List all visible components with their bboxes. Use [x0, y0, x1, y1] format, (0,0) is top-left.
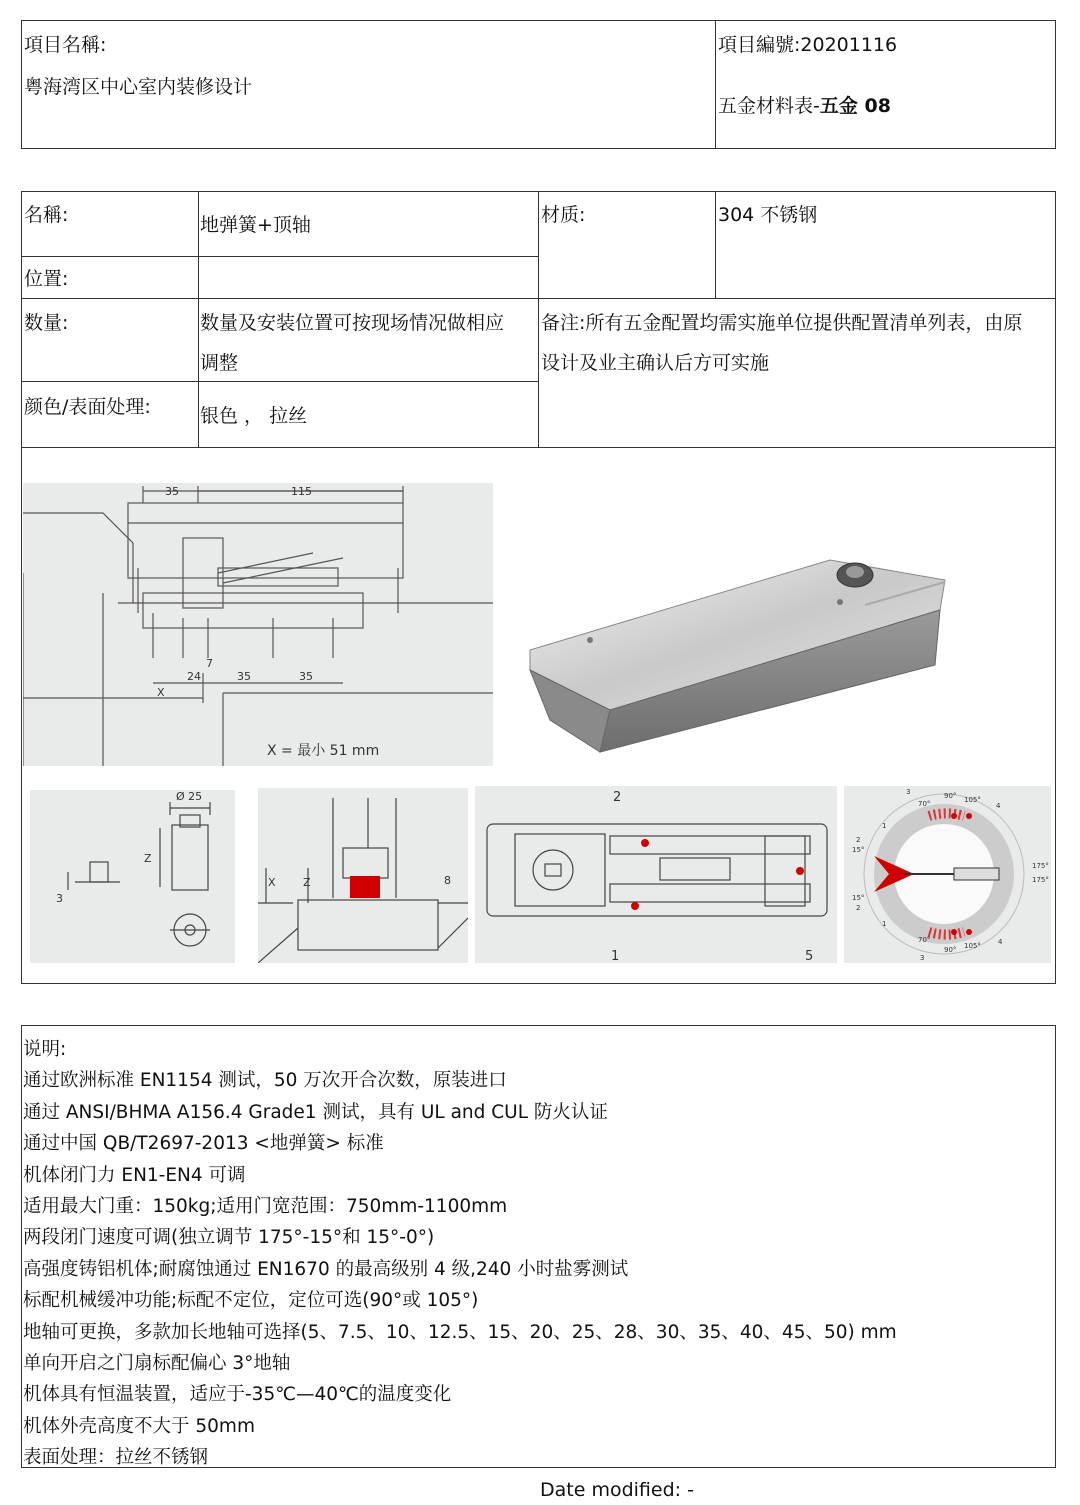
dim-24: 24	[187, 670, 201, 683]
remark-line1: 备注:所有五金配置均需实施单位提供配置清单列表，由原	[541, 312, 1023, 334]
dim-x: X	[157, 686, 165, 699]
top-pivot-drawing	[30, 790, 235, 963]
angle-15: 15°	[852, 846, 865, 854]
floor-spring-photo	[520, 520, 960, 760]
row-line	[21, 447, 1056, 448]
dim-115: 115	[291, 485, 312, 498]
num-2-bottom: 2	[856, 904, 861, 912]
position-label: 位置:	[24, 268, 69, 290]
angle-105-bottom: 105°	[964, 942, 981, 950]
project-number: 項目編號:20201116	[718, 34, 898, 56]
note-line: 两段闭门速度可调(独立调节 175°-15°和 15°-0°)	[23, 1227, 435, 1249]
dim-35-b: 35	[299, 670, 313, 683]
dim-35-top: 35	[165, 485, 179, 498]
color-label: 颜色/表面处理:	[24, 396, 151, 418]
x-label: X	[268, 876, 276, 889]
angle-70: 70°	[918, 800, 931, 808]
floor-installation-drawing	[258, 788, 468, 963]
adjust-screw-2	[641, 839, 649, 847]
quantity-label: 数量:	[24, 312, 69, 334]
diameter-25: Ø 25	[176, 790, 203, 803]
closing-angle-diagram	[844, 786, 1051, 963]
note-line: 表面处理：拉丝不锈钢	[23, 1447, 209, 1469]
note-line: 适用最大门重：150kg;适用门宽范围：750mm-1100mm	[23, 1196, 508, 1218]
adjust-screw-1	[631, 902, 639, 910]
angle-175-bottom: 175°	[1032, 876, 1049, 884]
note-line: 机体具有恒温装置，适应于-35℃—40℃的温度变化	[23, 1384, 452, 1406]
angle-105: 105°	[964, 796, 981, 804]
adjust-screw-5	[796, 867, 804, 875]
num-1: 1	[882, 822, 887, 830]
quantity-value-line1: 数量及安装位置可按现场情况做相应	[200, 312, 505, 334]
three-label: 3	[56, 892, 63, 905]
spindle-red-block	[350, 876, 380, 898]
eight-label: 8	[444, 874, 451, 887]
z-label: Z	[144, 852, 152, 865]
note-line: 地轴可更换，多款加长地轴可选择(5、7.5、10、12.5、15、20、25、28、30、35、40、45、50) mm	[23, 1321, 897, 1343]
sheet-title	[718, 91, 891, 121]
adjustment-plan-drawing	[475, 786, 837, 963]
material-label: 材质:	[541, 204, 586, 226]
dim-35-a: 35	[237, 670, 251, 683]
label-5: 5	[805, 949, 814, 963]
note-line: 标配机械缓冲功能;标配不定位，定位可选(90°或 105°)	[23, 1290, 479, 1312]
row-line	[21, 256, 539, 257]
note-line: 通过 ANSI/BHMA A156.4 Grade1 测试，具有 UL and CUL 防火认证	[23, 1101, 608, 1123]
color-value: 银色 ， 拉丝	[200, 405, 308, 427]
num-4: 4	[996, 802, 1001, 810]
note-line: 机体外壳高度不大于 50mm	[23, 1415, 255, 1437]
col-line	[715, 191, 716, 298]
angle-15-bottom: 15°	[852, 894, 865, 902]
num-1-bottom: 1	[882, 920, 887, 928]
num-3-bottom: 3	[920, 954, 925, 962]
num-4-bottom: 4	[998, 938, 1003, 946]
z-label-2: Z	[303, 876, 311, 889]
date-modified: Date modified: -	[540, 1479, 694, 1501]
num-2: 2	[856, 836, 861, 844]
note-line: 通过中国 QB/T2697-2013 <地弹簧> 标准	[23, 1133, 384, 1155]
label-2: 2	[613, 790, 622, 805]
name-label: 名稱:	[24, 204, 69, 226]
angle-90: 90°	[944, 792, 957, 800]
angle-175: 175°	[1032, 862, 1049, 870]
angle-70-bottom: 70°	[918, 936, 931, 944]
note-line: 单向开启之门扇标配偏心 3°地轴	[23, 1353, 291, 1375]
notes-list	[23, 1034, 897, 1474]
sheet-title-prefix: 五金材料表-	[718, 95, 820, 117]
header-divider	[715, 20, 716, 149]
note-line: 机体闭门力 EN1-EN4 可调	[23, 1164, 246, 1186]
material-value: 304 不锈钢	[718, 204, 818, 226]
angle-90-bottom: 90°	[944, 946, 957, 954]
project-name-label: 項目名稱:	[24, 34, 107, 56]
installation-section-drawing	[23, 483, 493, 766]
dim-7: 7	[206, 657, 213, 670]
remark-line2: 设计及业主确认后方可实施	[541, 352, 770, 374]
quantity-value-line2: 调整	[200, 352, 239, 374]
row-line	[21, 381, 539, 382]
col-line	[538, 191, 539, 447]
min-clearance-note: X = 最小 51 mm	[267, 743, 380, 759]
note-line: 通过欧洲标准 EN1154 测试，50 万次开合次数，原装进口	[23, 1070, 507, 1092]
note-line: 高强度铸铝机体;耐腐蚀通过 EN1670 的最高级别 4 级,240 小时盐雾测试	[23, 1258, 629, 1280]
label-1: 1	[611, 949, 620, 963]
num-3: 3	[906, 788, 911, 796]
project-name: 粤海湾区中心室内装修设计	[24, 76, 253, 98]
col-line	[198, 191, 199, 447]
notes-title: 说明:	[23, 1039, 67, 1060]
sheet-title-code: 五金 08	[819, 95, 891, 117]
name-value: 地弹簧+顶轴	[200, 214, 311, 236]
